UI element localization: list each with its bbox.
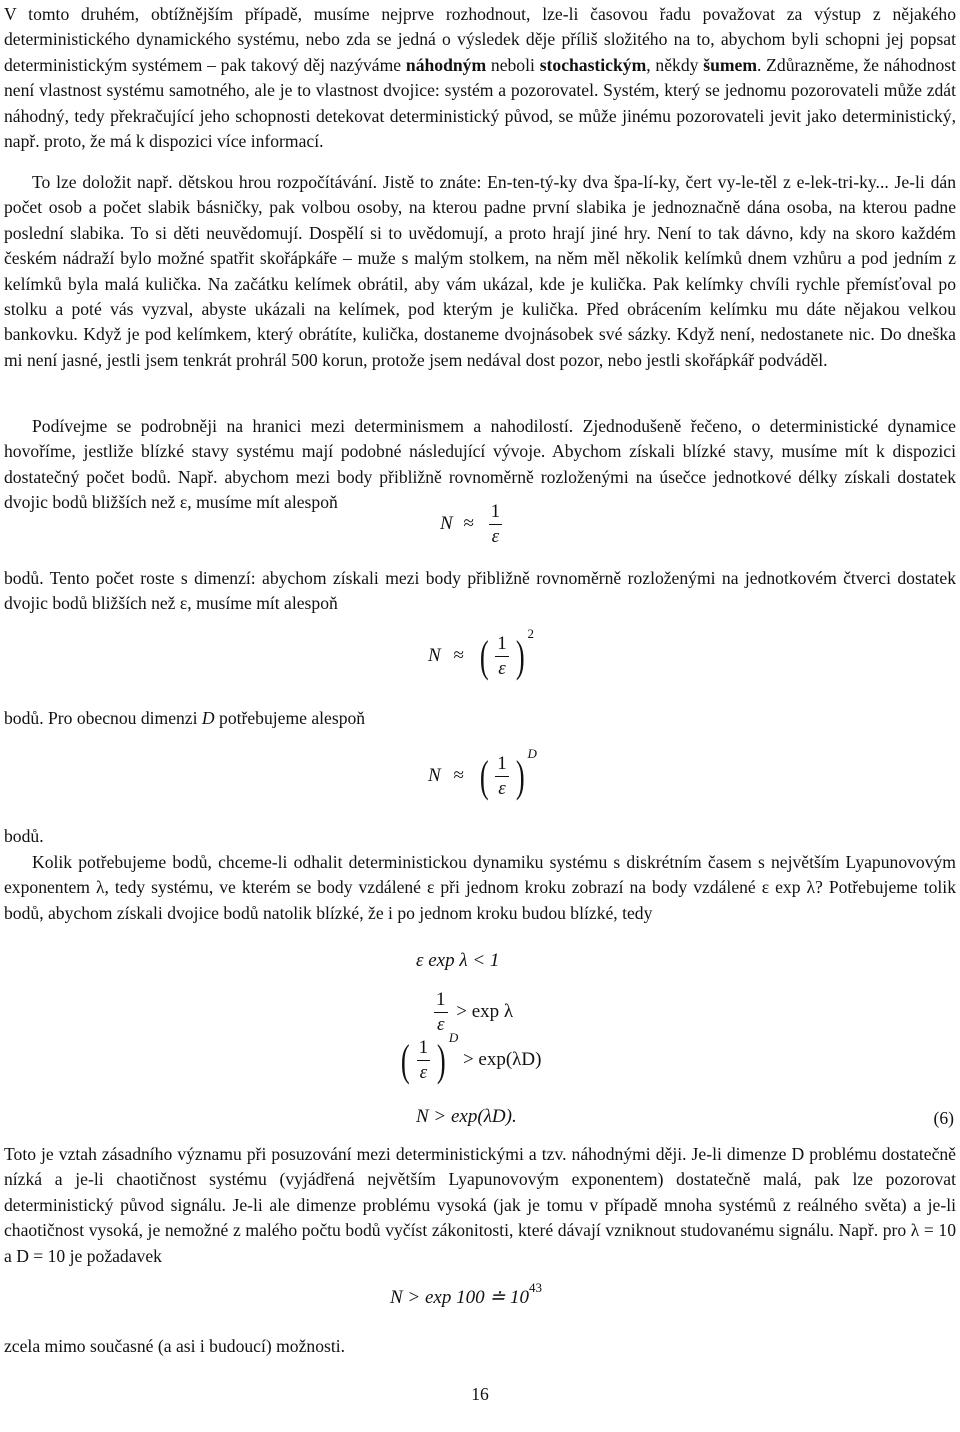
frac-num: 1 <box>490 501 501 522</box>
frac-den: ε <box>417 1060 431 1085</box>
paragraph-game <box>4 170 956 373</box>
left-paren: ( <box>400 1035 410 1085</box>
eq-N: N <box>428 644 441 666</box>
eq-approx: ≈ <box>453 764 464 786</box>
equation-number: (6) <box>933 1108 954 1128</box>
exponent-D: D <box>527 746 537 761</box>
general-dim-text-a: bodů. Pro obecnou dimenzi <box>4 708 198 728</box>
dimension-text: bodů. Tento počet roste s dimenzí: abychom získali mezi body přibližně rovnoměrně rozloženými na jednotkovém čtverci dostatek dvojic bodů bližších než ε, musíme mít alespoň <box>4 568 956 614</box>
general-dim-text-b: potřebujeme alespoň <box>219 708 366 728</box>
ineq-2-rhs: > exp λ <box>456 1000 514 1022</box>
intro-nekdy: , někdy <box>646 54 699 75</box>
left-paren: ( <box>479 751 489 801</box>
fraction-1-eps <box>433 988 449 1037</box>
frac-den: ε <box>495 656 509 681</box>
bodu-text: bodů. <box>4 826 44 846</box>
fraction-1-eps <box>416 1036 432 1085</box>
term-random: náhodným <box>405 54 487 75</box>
equation-ineq-1 <box>416 950 499 972</box>
paragraph-lyapunov <box>4 850 956 926</box>
eq-approx: ≈ <box>453 644 464 666</box>
significance-text: Toto je vztah zásadního významu při posuzování mezi deterministickými a tzv. náhodnými ději. Je-li dimenze D problému dostatečně nízká a je-li chaotičnost systému (vyjádřená největším Lyapunovovým exponentem) dostatečně malá, pak lze pozorovat deterministický původ signálu. Je-li ale dimenze problému vysoká (jak je tomu v případě mnoha systémů z reálného světa) a je-li chaotičnost vysoká, je nemožné z malého počtu bodů vyčíst zákonitosti, které dávají vzniknout studovanému signálu. Např. pro λ = 10 a D = 10 je požadavek <box>4 1144 956 1266</box>
left-paren: ( <box>479 631 489 681</box>
paragraph-general-dimension <box>4 706 956 731</box>
ineq-4: N > exp(λD). <box>416 1106 517 1127</box>
paragraph-intro <box>4 2 956 154</box>
determinism-text: Podívejme se podrobněji na hranici mezi determinismem a nahodilostí. Zjednodušeně řečeno, o deterministické dynamice hovoříme, jestliže blízké stavy systému mají podobné následující vývoje. Abychom získali blízké stavy, musíme mít k dispozici dostatečný počet bodů. Např. abychom mezi body přibližně rovnoměrně rozloženými na úsečce jednotkové délky získali dostatek dvojic bodů bližších než ε, musíme mít alespoň <box>4 416 956 513</box>
equation-1d <box>440 500 506 549</box>
eq-approx: ≈ <box>463 512 474 534</box>
frac-num: 1 <box>497 633 507 654</box>
frac-num: 1 <box>436 989 446 1010</box>
equation-Dd <box>428 746 537 801</box>
term-noise: šumem <box>703 54 757 75</box>
frac-num: 1 <box>497 753 507 774</box>
symbol-D: D <box>201 708 215 728</box>
ineq-3-rhs: > exp(λD) <box>462 1048 542 1070</box>
ineq-1: ε exp λ < 1 <box>416 950 500 971</box>
game-text: To lze doložit např. dětskou hrou rozpočítávání. Jistě to znáte: En-ten-tý-ky dva špa-lí-ky, čert vy-le-těl z e-lek-tri-ky... Je-li dán počet osob a počet slabik básničky, pak volbou osoby, na kterou padne první slabika je jednoznačně dána osoba, na kterou padne poslední slabika. To si děti neuvědomují. Dospělí si to uvědomují, a proto hrají jiné hry. Není to tak dávno, kdy na skoro každém českém nádraží bylo možné spatřit skořápkáře – muže s malým stolkem, na něm měl několik kelímků dnem vzhůru a pod jedním z kelímků byla malá kulička. Na začátku kelímek obrátil, aby vám ukázal, kde je kulička. Pak kelímky chvíli rychle přemísťoval po stolku a poté vás vyzval, abyste ukázali na kelímek, pod kterým je kulička. Před obrácením kelímku mu dáte nějakou velkou bankovku. Když je pod kelímkem, který obrátíte, kulička, dostaneme dvojnásobek své sázky. Když není, nedostanete nic. Do dneška mi není jasné, jestli jsem tenkrát prohrál 500 korun, protože jsem nedával dost pozor, nebo jestli skořápkář podváděl. <box>4 172 956 370</box>
equation-ineq-2 <box>430 988 513 1037</box>
fraction-1-eps <box>494 752 510 801</box>
term-stochastic: stochastickým <box>539 54 647 75</box>
requirement-exponent: 43 <box>529 1280 543 1295</box>
right-paren: ) <box>515 631 525 681</box>
fraction-1-eps <box>488 500 504 549</box>
page-number: 16 <box>471 1384 489 1404</box>
exponent-2: 2 <box>527 626 534 641</box>
intro-end: . Zdůrazněme, že náhodnost není vlastnost systému samotného, ale je to vlastnost dvojice: systém a pozorovatel. Systém, který se jednomu pozorovateli může zdát náhodný, tedy překračující jeho schopnosti detekovat deterministický původ, se může jinému pozorovateli jevit jako deterministický, např. proto, že má k dispozici více informací. <box>4 54 957 152</box>
equation-ineq-3 <box>398 1030 542 1085</box>
frac-num: 1 <box>418 1037 429 1058</box>
equation-requirement <box>390 1280 543 1309</box>
paragraph-conclusion <box>4 1334 956 1359</box>
fraction-1-eps <box>494 632 510 681</box>
intro-text: V tomto druhém, obtížnějším případě, musíme nejprve rozhodnout, lze-li časovou řadu považovat za výstup z nějakého deterministického dynamického systému, nebo zda se jedná o výsledek děje příliš složitého na to, abychom byli schopni jej popsat deterministickým systémem – pak takový děj nazýváme <box>4 4 956 75</box>
frac-den: ε <box>434 1012 448 1037</box>
conclusion-text: zcela mimo současné (a asi i budoucí) možnosti. <box>4 1336 346 1356</box>
right-paren: ) <box>515 751 525 801</box>
requirement-expr: N > exp 100 ≐ 10 <box>390 1287 530 1308</box>
eq-N: N <box>440 512 453 534</box>
paragraph-bodu <box>4 824 956 849</box>
exponent-D: D <box>448 1030 459 1045</box>
intro-neboli: neboli <box>490 54 535 75</box>
frac-den: ε <box>495 776 509 801</box>
lyapunov-text: Kolik potřebujeme bodů, chceme-li odhalit deterministickou dynamiku systému s diskrétním časem s největším Lyapunovovým exponentem λ, tedy systému, ve kterém se body vzdálené ε při jednom kroku zobrazí na body vzdálené ε exp λ? Potřebujeme tolik bodů, abychom získali dvojice bodů natolik blízké, že i po jednom kroku budou blízké, tedy <box>4 852 956 923</box>
paragraph-significance <box>4 1142 956 1269</box>
eq-N: N <box>428 764 441 786</box>
right-paren: ) <box>437 1035 446 1085</box>
paragraph-dimension <box>4 566 956 617</box>
frac-den: ε <box>489 524 503 549</box>
equation-ineq-4 <box>416 1106 517 1128</box>
equation-2d <box>428 626 534 681</box>
